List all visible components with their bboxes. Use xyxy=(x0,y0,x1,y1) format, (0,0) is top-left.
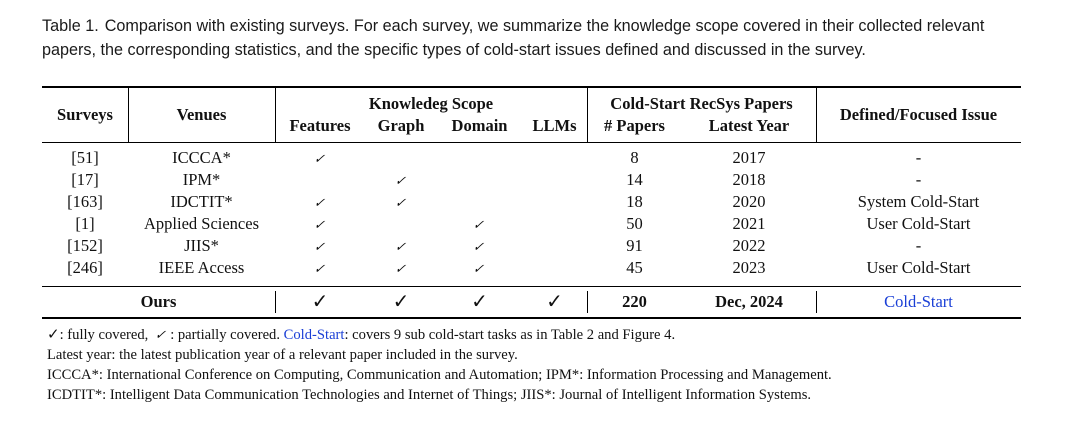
cell-venue: IPM* xyxy=(182,170,221,189)
cold-start-link[interactable]: Cold-Start xyxy=(283,327,345,343)
cell-survey: [246] xyxy=(67,258,103,277)
caption-text: Comparison with existing surveys. For each survey, we summarize the knowledge scope covered in their collected relevant papers, the corresponding statistics, and the specific types of cold-start issues defined and discussed in the survey. xyxy=(42,17,985,59)
ours-label: Ours xyxy=(140,292,177,311)
header-issue: Defined/Focused Issue xyxy=(839,105,998,124)
partial-check-icon: ✓ xyxy=(311,239,329,254)
cell-graph xyxy=(365,257,437,280)
header-venues: Venues xyxy=(176,105,227,124)
cell-domain xyxy=(437,235,522,258)
partial-check-icon: ✓ xyxy=(392,261,410,276)
ours-features xyxy=(275,291,365,314)
ours-top-rule xyxy=(42,286,1021,287)
cell-papers: 14 xyxy=(626,170,643,189)
cell-graph xyxy=(365,169,437,192)
header-features: Features xyxy=(289,116,351,135)
partial-check-icon: ✓ xyxy=(392,173,410,188)
partial-check-icon: ✓ xyxy=(311,261,329,276)
legend-full-text: : fully covered, xyxy=(59,327,149,343)
cell-year: 2018 xyxy=(732,170,766,189)
cell-survey: [163] xyxy=(67,192,103,211)
cell-year: 2023 xyxy=(732,258,766,277)
full-check-icon: ✓ xyxy=(546,291,563,313)
cell-survey: [1] xyxy=(75,214,95,233)
header-knowledge-scope: Knowledeg Scope xyxy=(368,94,494,113)
cell-venue: JIIS* xyxy=(184,236,219,255)
full-check-icon: ✓ xyxy=(311,291,329,313)
header-graph: Graph xyxy=(377,116,425,135)
header-llms: LLMs xyxy=(532,116,577,135)
cell-issue: System Cold-Start xyxy=(857,192,980,211)
table-notes xyxy=(47,325,1047,405)
cell-venue: IEEE Access xyxy=(158,258,245,277)
cell-issue: User Cold-Start xyxy=(866,214,971,233)
cell-papers: 45 xyxy=(626,258,643,277)
full-check-icon: ✓ xyxy=(471,291,488,313)
cell-domain xyxy=(437,257,522,280)
note-line-latest-year: Latest year: the latest publication year of a relevant paper included in the survey. xyxy=(47,347,518,363)
partial-check-icon: ✓ xyxy=(311,217,329,232)
ours-llms xyxy=(522,291,587,314)
ours-issue-link[interactable]: Cold-Start xyxy=(884,292,953,311)
cell-issue: User Cold-Start xyxy=(866,258,971,277)
partial-check-icon: ✓ xyxy=(471,261,488,276)
table-caption xyxy=(42,14,1042,62)
legend-partial-text: : partially covered. xyxy=(170,327,280,343)
cell-year: 2021 xyxy=(732,214,766,233)
cell-survey: [51] xyxy=(71,148,99,167)
partial-check-icon: ✓ xyxy=(153,327,170,342)
table-bottom-rule xyxy=(42,317,1021,319)
cell-graph xyxy=(365,235,437,258)
legend-cold-start-text: : covers 9 sub cold-start tasks as in Table 2 and Figure 4. xyxy=(344,327,676,343)
cell-issue: - xyxy=(915,170,922,189)
cell-survey: [17] xyxy=(71,170,99,189)
ours-graph xyxy=(365,291,437,314)
cell-year: 2017 xyxy=(732,148,766,167)
cell-domain xyxy=(437,213,522,236)
cell-issue: - xyxy=(915,236,922,255)
partial-check-icon: ✓ xyxy=(311,195,329,210)
note-line-abbrev-2: ICDTIT*: Intelligent Data Communication Technologies and Internet of Things; JIIS*: Journal of Intelligent Information Systems. xyxy=(47,387,812,403)
table-top-rule xyxy=(42,86,1021,88)
header-domain: Domain xyxy=(451,116,508,135)
full-check-icon: ✓ xyxy=(47,327,60,343)
cell-venue: IDCTIT* xyxy=(170,192,233,211)
header-rule xyxy=(42,142,1021,143)
ours-domain xyxy=(437,291,522,314)
cell-features xyxy=(275,213,365,236)
cell-features xyxy=(275,147,365,170)
cell-papers: 18 xyxy=(626,192,643,211)
cell-graph xyxy=(365,191,437,214)
partial-check-icon: ✓ xyxy=(392,195,410,210)
header-surveys: Surveys xyxy=(57,105,113,124)
cell-features xyxy=(275,235,365,258)
cell-venue: ICCCA* xyxy=(172,148,231,167)
cell-features xyxy=(275,191,365,214)
cell-year: 2020 xyxy=(732,192,766,211)
full-check-icon: ✓ xyxy=(392,291,410,313)
cell-venue: Applied Sciences xyxy=(143,214,259,233)
note-line-legend xyxy=(47,325,1047,345)
cell-features xyxy=(275,257,365,280)
ours-year: Dec, 2024 xyxy=(715,292,783,311)
note-line-abbrev-1: ICCCA*: International Conference on Computing, Communication and Automation; IPM*: Information Processing and Management. xyxy=(47,367,832,383)
caption-label: Table 1. xyxy=(42,17,99,35)
cell-papers: 91 xyxy=(626,236,643,255)
header-num-papers: # Papers xyxy=(604,116,665,135)
partial-check-icon: ✓ xyxy=(392,239,410,254)
cell-papers: 50 xyxy=(626,214,643,233)
partial-check-icon: ✓ xyxy=(471,239,488,254)
ours-papers: 220 xyxy=(622,292,647,311)
cell-issue: - xyxy=(915,148,922,167)
cell-survey: [152] xyxy=(67,236,103,255)
header-papers-group: Cold-Start RecSys Papers xyxy=(610,94,793,113)
partial-check-icon: ✓ xyxy=(471,217,488,232)
cell-year: 2022 xyxy=(732,236,766,255)
partial-check-icon: ✓ xyxy=(311,151,329,166)
header-latest-year: Latest Year xyxy=(708,116,790,135)
cell-papers: 8 xyxy=(630,148,639,167)
